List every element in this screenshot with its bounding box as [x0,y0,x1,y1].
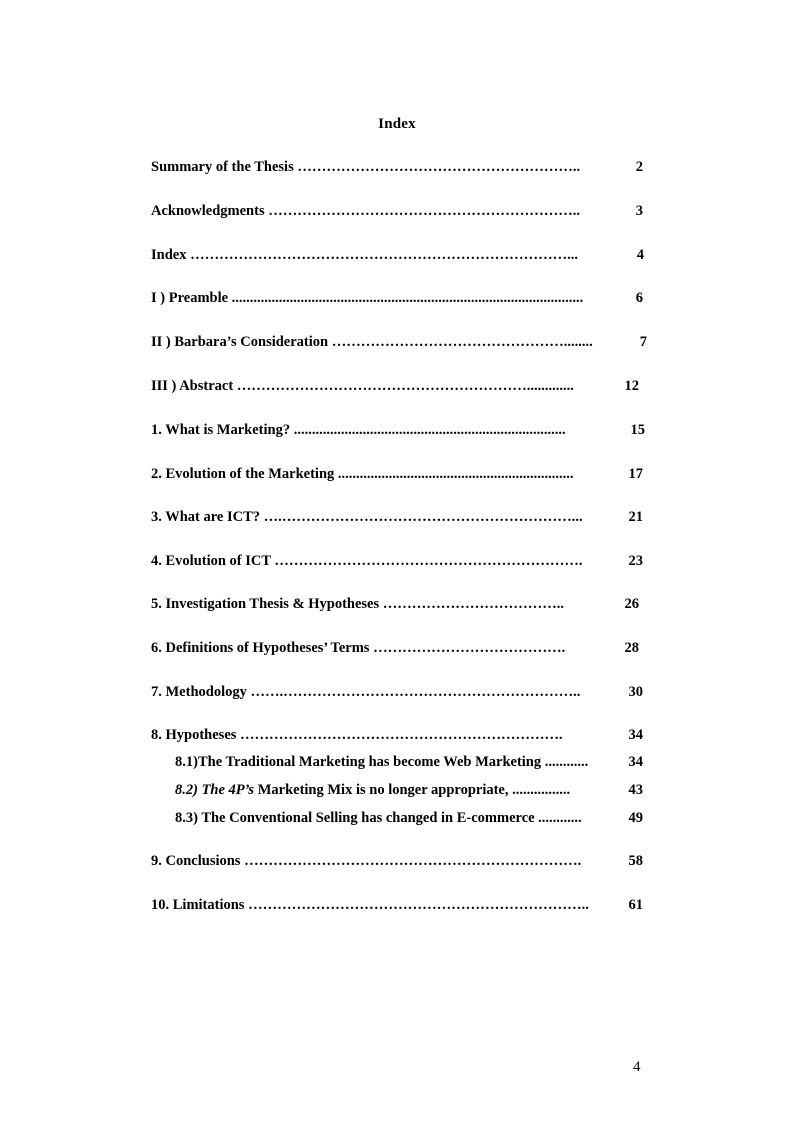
toc-entry-page: 34 [628,727,643,743]
toc-entry-text: II ) Barbara’s Consideration …………………………………………........ [151,334,593,350]
toc-entry-text: 9. Conclusions ……………………………………………………………. [151,853,582,869]
toc-entry-what-are-ict[interactable] [151,508,643,526]
toc-entry-page: 4 [636,247,644,263]
toc-entry-page: 43 [628,782,643,798]
toc-entry-text: Marketing Mix is no longer appropriate, ................ [254,782,571,798]
toc-entry-page: 6 [635,290,643,306]
toc-entry-text: 6. Definitions of Hypotheses’ Terms …………………………………. [151,640,566,656]
toc-entry-page: 28 [624,640,639,656]
toc-entry-text-italic: 8.2) The 4P’s [175,782,255,798]
toc-entry-page: 30 [628,684,643,700]
toc-entry-text: Summary of the Thesis ………………………………………………….. [151,159,581,175]
toc-entry-investigation-thesis[interactable] [151,595,643,613]
toc-entry-text: 8.1)The Traditional Marketing has become Web Marketing ............ [175,754,589,770]
toc-entry-page: 3 [635,203,643,219]
toc-entry-text: 2. Evolution of the Marketing ................................................................. [151,466,574,482]
toc-entry-consideration[interactable] [151,333,647,351]
toc-entry-page: 21 [628,509,643,525]
toc-entry-page: 12 [624,378,639,394]
toc-entry-page: 58 [628,853,643,869]
toc-subentry-marketing-mix[interactable] [175,781,643,799]
toc-entry-hypotheses[interactable] [151,726,643,744]
toc-entry-definitions[interactable] [151,639,643,657]
toc-entry-text: 3. What are ICT? ….……………………………………………………... [151,509,583,525]
toc-entry-summary[interactable] [151,158,643,176]
toc-entry-index[interactable] [151,246,643,264]
toc-entry-text: 5. Investigation Thesis & Hypotheses ……………………………….. [151,596,565,612]
toc-entry-preamble[interactable] [151,289,643,307]
toc-entry-page: 17 [628,466,643,482]
toc-entry-text: 8.3) The Conventional Selling has changed in E-commerce ............ [175,810,582,826]
toc-entry-text: III ) Abstract ……………………………………………………............. [151,378,574,394]
toc-entry-text: 7. Methodology …….…………………………………………………….. [151,684,581,700]
toc-entry-text: Index ……………………………………………………………………... [151,247,578,263]
toc-entry-acknowledgments[interactable] [151,202,643,220]
toc-entry-evolution-ict[interactable] [151,552,643,570]
toc-entry-evolution-marketing[interactable] [151,465,643,483]
toc-entry-page: 61 [628,897,643,913]
page-number: 4 [633,1059,641,1075]
toc-entry-text: I ) Preamble ................................................................................................. [151,290,584,306]
toc-entry-text: 4. Evolution of ICT ………………………………………………………. [151,553,583,569]
toc-entry-page: 2 [635,159,643,175]
toc-entry-text: 8. Hypotheses …………………………………………………………. [151,727,563,743]
toc-entry-text: 10. Limitations …………………………………………………………….. [151,897,589,913]
toc-entry-page: 26 [624,596,639,612]
toc-subentry-web-marketing[interactable] [175,753,643,771]
toc-entry-abstract[interactable] [151,377,643,395]
toc-entry-page: 7 [639,334,647,350]
toc-entry-what-is-marketing[interactable] [151,421,643,439]
toc-subentry-conventional-selling[interactable] [175,809,643,827]
toc-entry-limitations[interactable] [151,896,643,914]
toc-entry-methodology[interactable] [151,683,643,701]
toc-entry-conclusions[interactable] [151,852,643,870]
page-title: Index [378,116,416,132]
toc-entry-page: 15 [630,422,645,438]
toc-entry-page: 49 [628,810,643,826]
toc-entry-text: 1. What is Marketing? ........................................................................... [151,422,566,438]
toc-entry-page: 23 [628,553,643,569]
toc-entry-text: Acknowledgments ……………………………………………………….. [151,203,580,219]
toc-entry-page: 34 [628,754,643,770]
